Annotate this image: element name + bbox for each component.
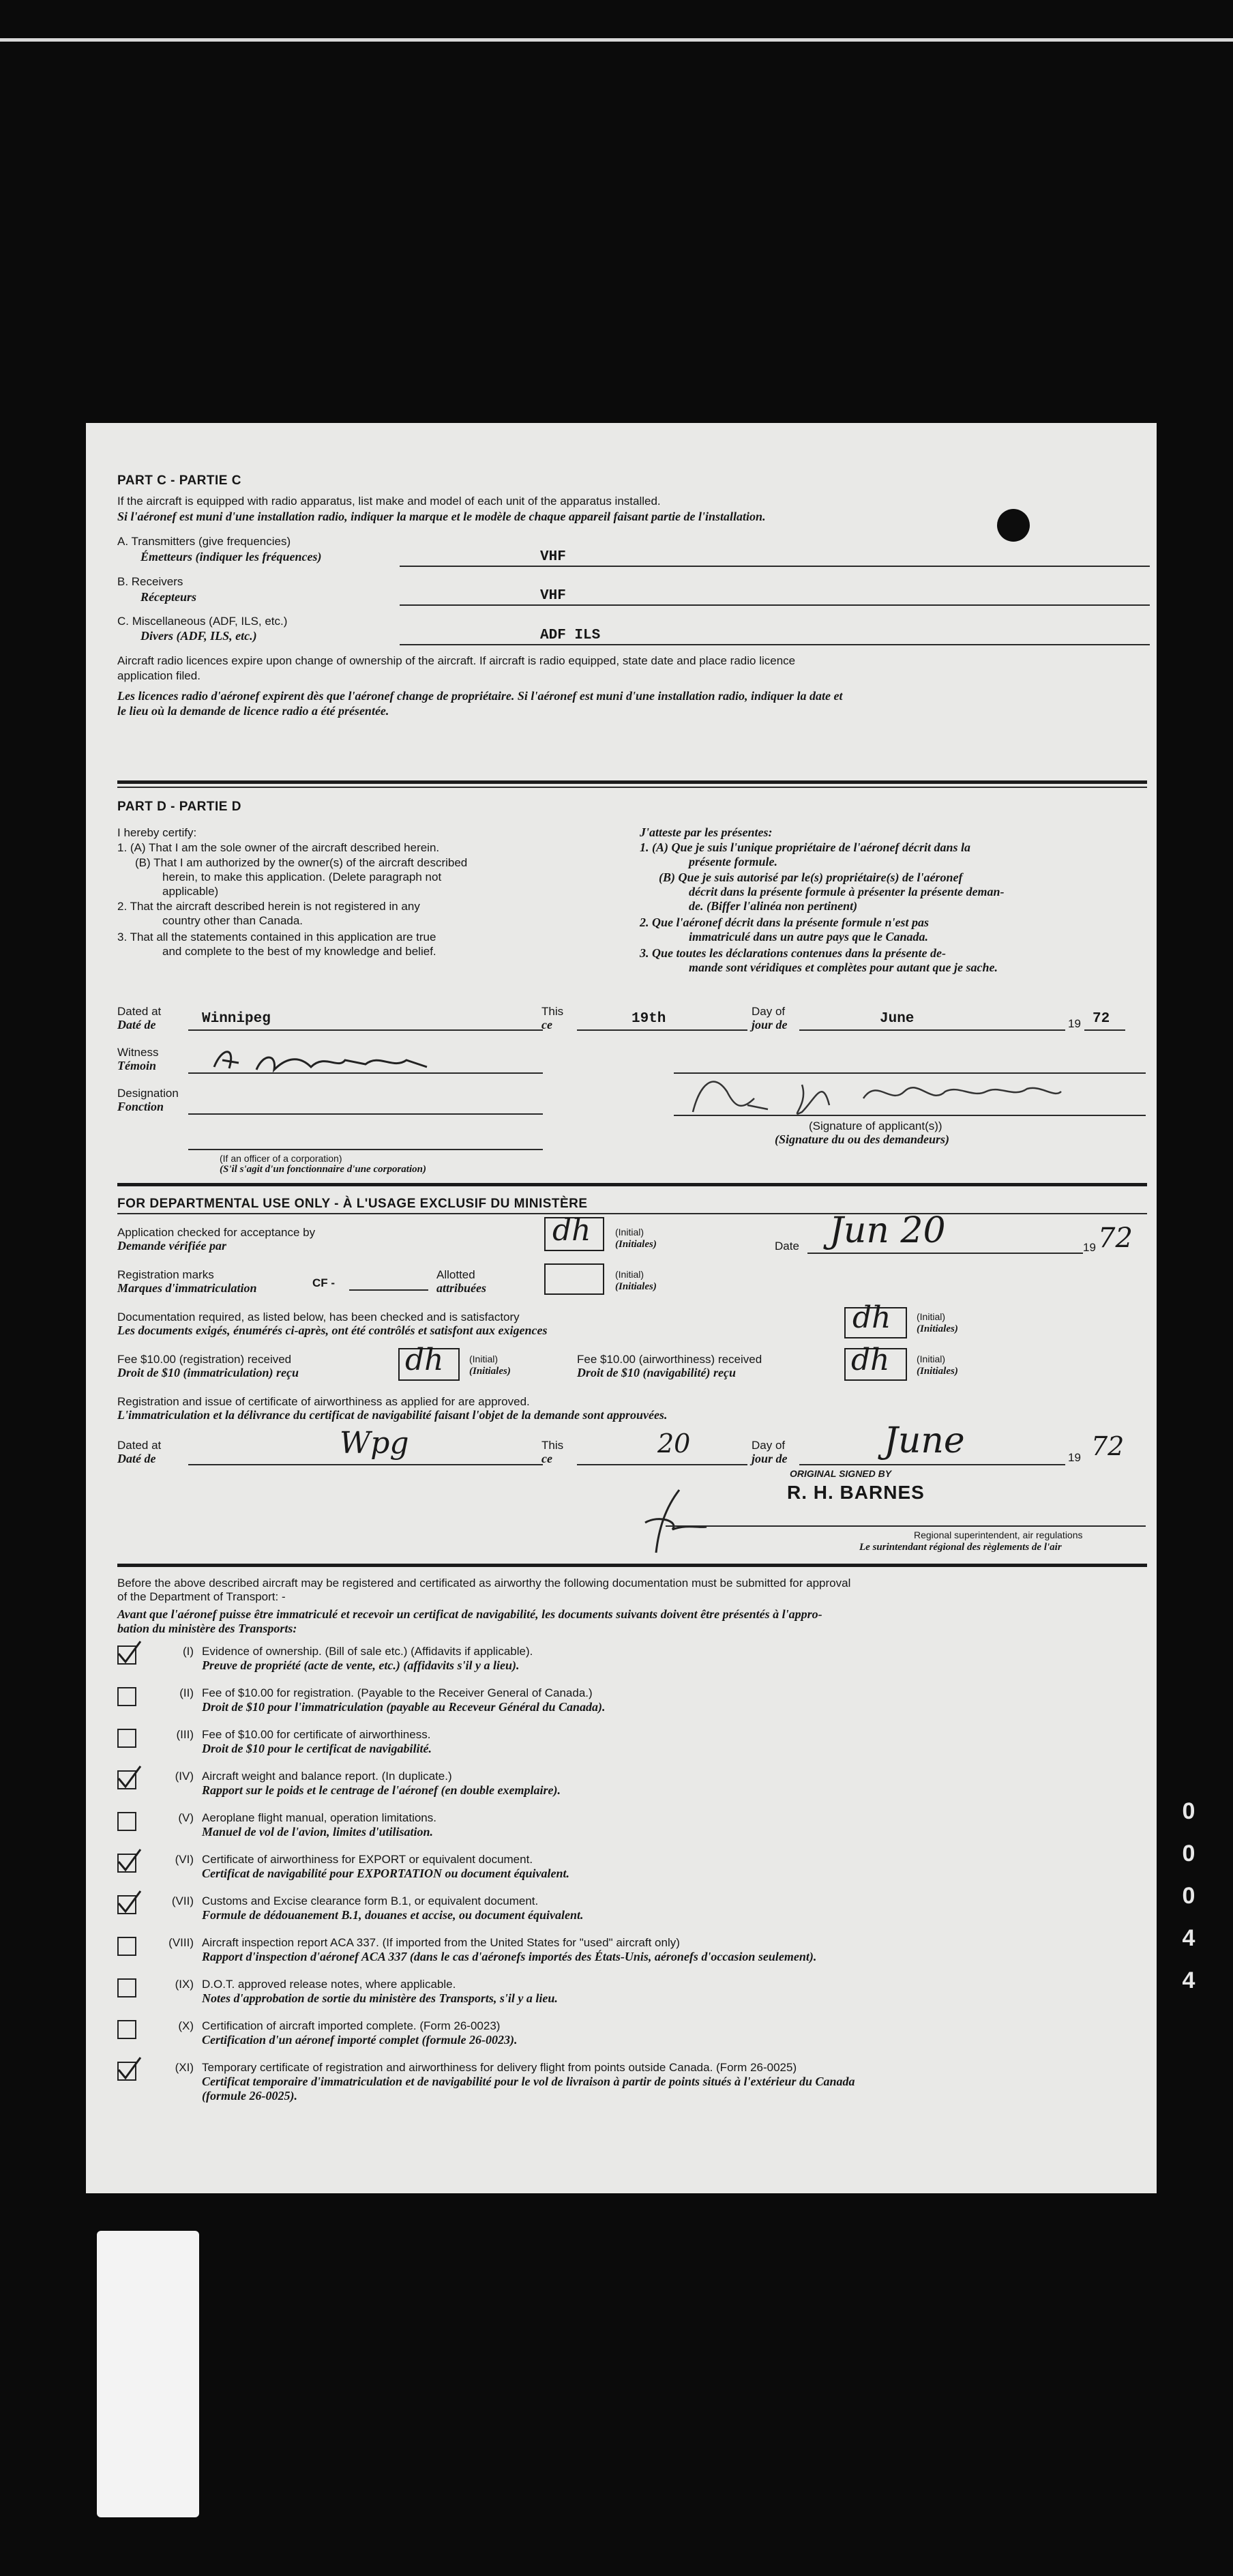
licence-note-fr-2: le lieu où la demande de licence radio a été présentée. — [117, 704, 389, 718]
dept-dated-at: Dated at — [117, 1439, 162, 1452]
part-c-intro-en: If the aircraft is equipped with radio apparatus, list make and model of each unit of the apparatus installed. — [117, 495, 661, 508]
allotted-initial-label: (Initial) — [615, 1269, 644, 1280]
year-line — [1084, 1029, 1125, 1031]
allotted-label: Allotted — [436, 1268, 475, 1281]
officer-line — [188, 1149, 543, 1150]
this-label: This — [541, 1005, 564, 1018]
doc-req-label-fr: Les documents exigés, énumérés ci-après, ont été contrôlés et satisfont aux exigences — [117, 1323, 548, 1337]
doc-item-checkbox[interactable] — [117, 1854, 136, 1873]
doc-item-checkbox[interactable] — [117, 1937, 136, 1956]
fee-reg-initial-label: (Initial) — [469, 1353, 499, 1364]
jour-de-label: jour de — [752, 1018, 788, 1031]
doc-item-text-fr: Formule de dédouanement B.1, douanes et accise, ou document équivalent. — [202, 1908, 584, 1922]
part-c-divider-2 — [117, 787, 1147, 788]
doc-item-text-fr: Rapport sur le poids et le centrage de l'aéronef (en double exemplaire). — [202, 1783, 561, 1797]
doc-item-text-en: Customs and Excise clearance form B.1, or equivalent document. — [202, 1894, 539, 1907]
dept-divider — [117, 1564, 1147, 1567]
check-mark-icon — [116, 1890, 143, 1914]
year-value: 72 — [1093, 1011, 1110, 1027]
doc-item-text-fr: Preuve de propriété (acte de vente, etc.) (affidavits s'il y a lieu). — [202, 1658, 520, 1672]
doc-item-number: (VI) — [175, 1853, 194, 1866]
certify-en-1b-1: (B) That I am authorized by the owner(s) of the aircraft described — [135, 856, 468, 869]
regional-fr: Le surintendant régional des règlements de l'air — [859, 1542, 1062, 1553]
reg-marks-label-fr: Marques d'immatriculation — [117, 1281, 257, 1295]
licence-note-en-2: application filed. — [117, 669, 200, 682]
doc-item-number: (V) — [178, 1811, 194, 1824]
allotted-initial-box — [544, 1263, 604, 1295]
film-frame-number — [1178, 1790, 1199, 2002]
film-top-edge — [0, 38, 1233, 42]
fee-air-label-fr: Droit de $10 (navigabilité) reçu — [577, 1366, 736, 1379]
doc-item-text-fr: Manuel de vol de l'avion, limites d'utilisation. — [202, 1825, 434, 1839]
regional-superintendent-signature — [632, 1487, 713, 1555]
date-de-label: Daté de — [117, 1018, 156, 1031]
fonction-label: Fonction — [117, 1100, 164, 1113]
certify-fr-2-2: immatriculé dans un autre pays que le Canada. — [689, 930, 929, 943]
check-mark-icon — [116, 1640, 143, 1665]
dept-this: This — [541, 1439, 564, 1452]
film-digit: 0 — [1182, 1798, 1195, 1824]
regional-en: Regional superintendent, air regulations — [914, 1530, 1083, 1540]
day-value: 19th — [632, 1011, 666, 1027]
dept-place-value: Wpg — [340, 1426, 409, 1461]
dated-at-label: Dated at — [117, 1005, 162, 1018]
dept-date-label: Date — [775, 1240, 799, 1253]
certify-fr-1b-2: décrit dans la présente formule à présenter la présente deman- — [689, 885, 1005, 898]
checked-initial-label: (Initial) — [615, 1227, 644, 1238]
dept-date-de: Daté de — [117, 1452, 156, 1465]
doc-item-text-fr: Droit de $10 pour le certificat de navigabilité. — [202, 1742, 432, 1755]
certify-fr: J'atteste par les présentes: — [640, 825, 773, 839]
film-digit: 4 — [1182, 1925, 1195, 1951]
part-c-intro-fr: Si l'aéronef est muni d'une installation radio, indiquer la marque et le modèle de chaque appareil faisant partie de l'installation. — [117, 510, 766, 523]
doc-item-text-fr: Notes d'approbation de sortie du ministère des Transports, s'il y a lieu. — [202, 1991, 558, 2005]
receivers-label: B. Receivers — [117, 575, 183, 588]
doc-item-checkbox[interactable] — [117, 1687, 136, 1706]
dept-day-line — [577, 1464, 747, 1465]
part-c-divider — [117, 780, 1147, 784]
certify-fr-1a-1: 1. (A) Que je suis l'unique propriétaire de l'aéronef décrit dans la — [640, 840, 971, 854]
fee-air-initial-label: (Initial) — [917, 1353, 946, 1364]
doc-req-label: Documentation required, as listed below, has been checked and is satisfactory — [117, 1311, 520, 1323]
certify-en-2-1: 2. That the aircraft described herein is not registered in any — [117, 900, 420, 913]
fee-air-initiales-label: (Initiales) — [917, 1366, 958, 1377]
doc-item-number: (XI) — [175, 2061, 194, 2074]
doc-item-checkbox[interactable] — [117, 1895, 136, 1914]
docs-intro-fr-2: bation du ministère des Transports: — [117, 1622, 297, 1635]
doc-item-number: (II) — [179, 1686, 194, 1699]
checked-initiales-label: (Initiales) — [615, 1239, 657, 1250]
dept-jour-de: jour de — [752, 1452, 788, 1465]
doc-item-checkbox[interactable] — [117, 1645, 136, 1665]
doc-item-text-en: Aircraft inspection report ACA 337. (If imported from the United States for "used" aircraft only) — [202, 1936, 680, 1949]
officer-note-en: (If an officer of a corporation) — [220, 1153, 342, 1164]
dept-place-line — [188, 1464, 543, 1465]
doc-item-number: (IX) — [175, 1978, 194, 1991]
fee-reg-initiales-label: (Initiales) — [469, 1366, 511, 1377]
transmitters-line — [400, 566, 1150, 567]
dept-month-line — [799, 1464, 1065, 1465]
stamp-signatory: R. H. BARNES — [787, 1482, 925, 1503]
dept-title-underline — [117, 1213, 1147, 1214]
doc-req-initials: dh — [852, 1300, 891, 1335]
day-line — [577, 1029, 747, 1031]
certify-en-3-1: 3. That all the statements contained in this application are true — [117, 931, 436, 943]
misc-label: C. Miscellaneous (ADF, ILS, etc.) — [117, 615, 288, 628]
reg-marks-line — [349, 1289, 428, 1291]
checked-initials: dh — [552, 1213, 591, 1248]
certify-en-1b-3: applicable) — [162, 885, 219, 898]
regional-line — [666, 1525, 1146, 1527]
film-card — [97, 2231, 199, 2517]
doc-item-checkbox[interactable] — [117, 1812, 136, 1831]
certify-en-3-2: and complete to the best of my knowledge and belief. — [162, 945, 436, 958]
docs-intro-fr-1: Avant que l'aéronef puisse être immatriculé et recevoir un certificat de navigabilité, les documents suivants doivent être présentés à l'appro- — [117, 1607, 822, 1621]
certify-fr-1b-3: de. (Biffer l'alinéa non pertinent) — [689, 899, 858, 913]
witness-label: Witness — [117, 1046, 159, 1059]
misc-label-fr: Divers (ADF, ILS, etc.) — [140, 629, 257, 643]
licence-note-en-1: Aircraft radio licences expire upon change of ownership of the aircraft. If aircraft is radio equipped, state date and place radio licence — [117, 654, 796, 667]
film-digit: 0 — [1182, 1841, 1195, 1867]
approve-label: Registration and issue of certificate of airworthiness as applied for are approved. — [117, 1395, 530, 1408]
allotted-initiales-label: (Initiales) — [615, 1281, 657, 1292]
doc-item-checkbox[interactable] — [117, 1978, 136, 1997]
doc-item-checkbox[interactable] — [117, 2062, 136, 2081]
certify-en-1a: 1. (A) That I am the sole owner of the aircraft described herein. — [117, 841, 440, 854]
temoin-label: Témoin — [117, 1059, 156, 1072]
doc-item-text-en: Fee of $10.00 for registration. (Payable to the Receiver General of Canada.) — [202, 1686, 593, 1699]
certify-en-2-2: country other than Canada. — [162, 914, 303, 927]
place-value: Winnipeg — [202, 1011, 271, 1027]
doc-item-number: (IV) — [175, 1770, 194, 1783]
applicant-signature — [686, 1064, 1068, 1126]
receivers-label-fr: Récepteurs — [140, 590, 196, 604]
certify-fr-2-1: 2. Que l'aéronef décrit dans la présente formule n'est pas — [640, 916, 929, 929]
doc-item-text-en: Certificate of airworthiness for EXPORT or equivalent document. — [202, 1853, 533, 1866]
doc-item-number: (X) — [178, 2019, 194, 2032]
checked-label-fr: Demande vérifiée par — [117, 1239, 226, 1253]
dept-ce: ce — [541, 1452, 552, 1465]
dept-day-value: 20 — [657, 1429, 691, 1459]
punch-hole — [997, 509, 1030, 542]
transmitters-label-fr: Émetteurs (indiquer les fréquences) — [140, 550, 322, 564]
fee-reg-initials: dh — [405, 1343, 444, 1377]
doc-item-number: (I) — [182, 1645, 194, 1658]
doc-item-text-en: Fee of $10.00 for certificate of airworthiness. — [202, 1728, 431, 1741]
dept-date-line — [807, 1253, 1083, 1254]
doc-item-text-fr: Rapport d'inspection d'aéronef ACA 337 (dans le cas d'aéronefs importés des États-Unis, aéronefs d'occasion seulement). — [202, 1950, 817, 1963]
doc-item-text-fr: Droit de $10 pour l'immatriculation (payable au Receveur Général du Canada). — [202, 1700, 606, 1714]
doc-item-text-en: D.O.T. approved release notes, where applicable. — [202, 1978, 456, 1991]
doc-req-initiales-label: (Initiales) — [917, 1323, 958, 1334]
check-mark-icon — [116, 1765, 143, 1789]
year-prefix: 19 — [1068, 1017, 1081, 1030]
form-page — [86, 423, 1157, 2193]
part-d-title: PART D - PARTIE D — [117, 800, 241, 814]
doc-item-text-fr: Certificat de navigabilité pour EXPORTATION ou document équivalent. — [202, 1867, 570, 1880]
doc-item-text-en: Aircraft weight and balance report. (In duplicate.) — [202, 1770, 452, 1783]
doc-req-initial-label: (Initial) — [917, 1311, 946, 1322]
dept-date-value: Jun 20 — [829, 1210, 946, 1251]
stamp-original-signed: ORIGINAL SIGNED BY — [790, 1468, 892, 1479]
designation-label: Designation — [117, 1087, 179, 1100]
certify-en: I hereby certify: — [117, 826, 197, 839]
fee-air-initials: dh — [851, 1343, 890, 1377]
doc-item-text-fr-cont: (formule 26-0025). — [202, 2089, 297, 2103]
docs-intro-en-2: of the Department of Transport: - — [117, 1590, 286, 1603]
applicant-signature-line — [674, 1115, 1146, 1116]
reg-marks-label: Registration marks — [117, 1268, 214, 1281]
signature-applicant-fr: (Signature du ou des demandeurs) — [775, 1132, 950, 1146]
allotted-label-fr: attribuées — [436, 1281, 487, 1295]
part-c-title: PART C - PARTIE C — [117, 473, 241, 488]
ce-label: ce — [541, 1018, 552, 1031]
doc-item-text-fr: Certification d'un aéronef importé complet (formule 26-0023). — [202, 2033, 518, 2047]
dept-year-value: 72 — [1098, 1223, 1133, 1254]
witness-signature — [209, 1040, 468, 1081]
checked-label: Application checked for acceptance by — [117, 1226, 316, 1239]
doc-item-checkbox[interactable] — [117, 2020, 136, 2039]
transmitters-label: A. Transmitters (give frequencies) — [117, 535, 291, 548]
day-of-label: Day of — [752, 1005, 786, 1018]
approve-label-fr: L'immatriculation et la délivrance du certificat de navigabilité faisant l'objet de la demande sont approuvées. — [117, 1408, 668, 1422]
dept-day-of: Day of — [752, 1439, 786, 1452]
month-value: June — [880, 1011, 915, 1027]
dept-year2-value: 72 — [1091, 1431, 1125, 1461]
doc-item-number: (VIII) — [168, 1936, 194, 1949]
dept-title: FOR DEPARTMENTAL USE ONLY - À L'USAGE EXCLUSIF DU MINISTÈRE — [117, 1197, 588, 1211]
month-line — [799, 1029, 1065, 1031]
certify-fr-3-2: mande sont véridiques et complètes pour autant que je sache. — [689, 961, 998, 974]
misc-line — [400, 644, 1150, 645]
licence-note-fr-1: Les licences radio d'aéronef expirent dès que l'aéronef change de propriétaire. Si l'aéronef est muni d'une installation radio, indiquer la date et — [117, 689, 843, 703]
fee-reg-label: Fee $10.00 (registration) received — [117, 1353, 292, 1366]
certify-fr-3-1: 3. Que toutes les déclarations contenues dans la présente de- — [640, 946, 946, 960]
cf-prefix: CF - — [312, 1276, 336, 1289]
fee-reg-label-fr: Droit de $10 (immatriculation) reçu — [117, 1366, 299, 1379]
transmitters-value: VHF — [540, 549, 566, 565]
doc-item-checkbox[interactable] — [117, 1770, 136, 1789]
designation-line — [188, 1113, 543, 1115]
misc-value: ADF ILS — [540, 628, 601, 643]
dept-year-prefix: 19 — [1083, 1241, 1096, 1254]
place-line — [188, 1029, 543, 1031]
docs-intro-en-1: Before the above described aircraft may be registered and certificated as airworthy the following documentation must be submitted for approval — [117, 1577, 851, 1590]
signature-applicant-en: (Signature of applicant(s)) — [809, 1119, 942, 1132]
receivers-value: VHF — [540, 588, 566, 604]
certify-en-1b-2: herein, to make this application. (Delete paragraph not — [162, 870, 442, 883]
doc-item-checkbox[interactable] — [117, 1729, 136, 1748]
dept-month-value: June — [884, 1420, 965, 1461]
doc-item-text-en: Temporary certificate of registration and airworthiness for delivery flight from points outside Canada. (Form 26-0025) — [202, 2061, 797, 2074]
doc-item-text-en: Certification of aircraft imported complete. (Form 26-0023) — [202, 2019, 501, 2032]
certify-fr-1b-1: (B) Que je suis autorisé par le(s) propriétaire(s) de l'aéronef — [659, 870, 963, 884]
dept-year2-prefix: 19 — [1068, 1451, 1081, 1464]
receivers-line — [400, 604, 1150, 606]
film-digit: 0 — [1182, 1883, 1195, 1909]
doc-item-number: (III) — [176, 1728, 194, 1741]
doc-item-number: (VII) — [171, 1894, 194, 1907]
check-mark-icon — [116, 2056, 143, 2081]
film-digit: 4 — [1182, 1967, 1195, 1993]
officer-note-fr: (S'il s'agit d'un fonctionnaire d'une corporation) — [220, 1164, 426, 1175]
part-d-divider — [117, 1183, 1147, 1186]
fee-air-label: Fee $10.00 (airworthiness) received — [577, 1353, 762, 1366]
certify-fr-1a-2: présente formule. — [689, 855, 777, 868]
check-mark-icon — [116, 1848, 143, 1873]
doc-item-text-en: Evidence of ownership. (Bill of sale etc.) (Affidavits if applicable). — [202, 1645, 533, 1658]
doc-item-text-fr: Certificat temporaire d'immatriculation et de navigabilité pour le vol de livraison à partir de points situés à l'extérieur du Canada — [202, 2075, 855, 2088]
doc-item-text-en: Aeroplane flight manual, operation limitations. — [202, 1811, 436, 1824]
